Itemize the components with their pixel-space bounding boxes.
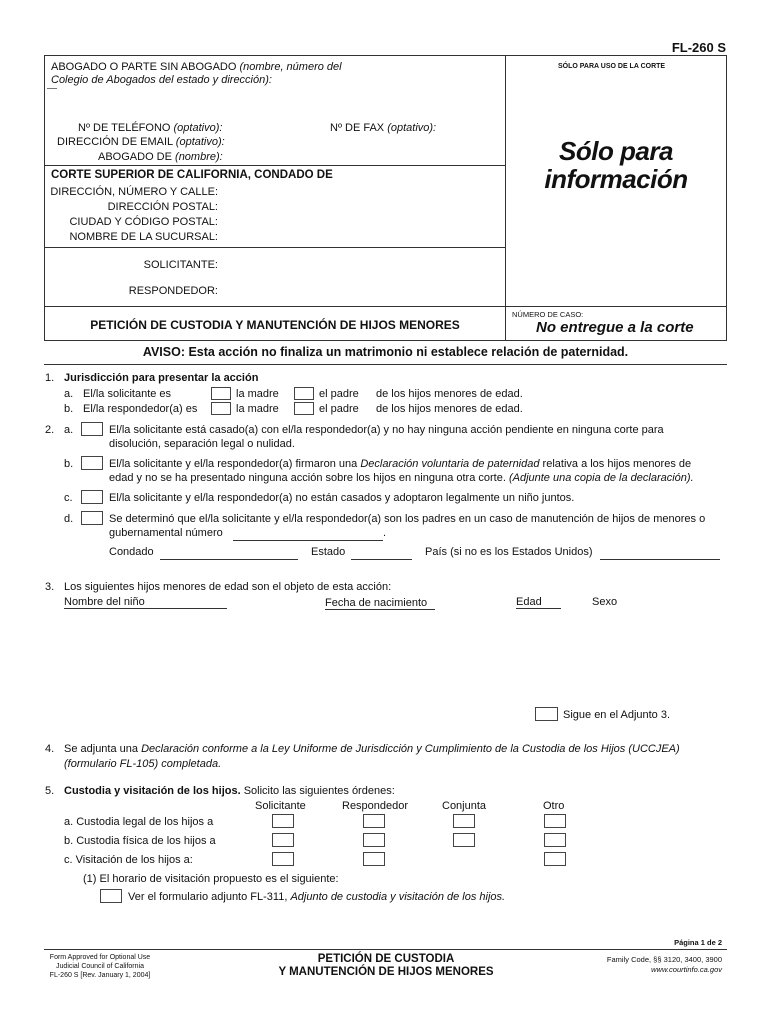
s5-a-petitioner-checkbox[interactable]	[272, 814, 294, 828]
s2-b-line-1-pre: El/la solicitante y el/la respondedor(a) firmaron una	[109, 458, 358, 470]
attorney-note-1: (nombre, número del	[239, 61, 342, 73]
email-opt: (optativo):	[175, 136, 225, 148]
s5-col-respondent: Respondedor	[342, 800, 409, 812]
attorney-for-text: ABOGADO DE	[98, 151, 172, 163]
s2-d-line-1: Se determinó que el/la solicitante y el/la respondedor(a) son los padres en un caso de manutención de hijos de menores o	[109, 513, 706, 525]
s1-b-letter: b.	[64, 403, 74, 415]
s2-state-field[interactable]	[351, 559, 412, 560]
footer-url[interactable]: www.courtinfo.ca.gov	[651, 965, 722, 974]
s2-d-letter: d.	[64, 513, 74, 525]
s5-title: Custodia y visitación de los hijos.	[64, 785, 241, 797]
s1-a-letter: a.	[64, 388, 74, 400]
court-branch-label: NOMBRE DE LA SUCURSAL:	[69, 231, 218, 243]
s2-b-line-2-pre: edad y no se ha presentado ninguna acción sobre los hijos en ninguna otra corte.	[109, 472, 506, 484]
attorney-note-2: Colegio de Abogados del estado y dirección):	[51, 74, 272, 86]
footer-title	[236, 953, 536, 979]
s3-number: 3.	[45, 581, 55, 593]
caption-divider-parties	[44, 247, 506, 248]
s2-country-label: País (si no es los Estados Unidos)	[425, 546, 593, 558]
s5-a-label: a. Custodia legal de los hijos a	[64, 816, 214, 828]
s1-b-father-checkbox[interactable]	[294, 402, 314, 415]
petitioner-label: SOLICITANTE:	[143, 259, 218, 271]
s2-b-line-2-italic: (Adjunte una copia de la declaración).	[508, 472, 694, 484]
s3-intro: Los siguientes hijos menores de edad son el objeto de esta acción:	[64, 581, 392, 593]
phone-label-text: Nº DE TELÉFONO	[78, 122, 171, 134]
s5-b-joint-checkbox[interactable]	[453, 833, 475, 847]
s3-continued-label: Sigue en el Adjunto 3.	[563, 709, 671, 721]
s2-b-line-1-post: relativa a los hijos menores de	[542, 458, 692, 470]
attorney-label-text: ABOGADO O PARTE SIN ABOGADO	[51, 61, 237, 73]
s2-b-line-2	[109, 472, 694, 484]
phone-label	[78, 122, 222, 134]
s2-country-field[interactable]	[600, 559, 720, 560]
footer-council: Judicial Council of California	[56, 963, 144, 970]
s5-see-attachment	[128, 891, 505, 903]
s3-col-name: Nombre del niño	[64, 596, 227, 609]
s2-b-letter: b.	[64, 458, 74, 470]
s1-b-label: El/la respondedor(a) es	[83, 403, 198, 415]
s5-see-pre: Ver el formulario adjunto FL-311,	[128, 891, 288, 903]
s4-italic-1: Declaración conforme a la Ley Uniforme de Jurisdicción y Cumplimiento de la Custodia de los Hijos (UCCJEA)	[141, 743, 680, 755]
court-street-label: DIRECCIÓN, NÚMERO Y CALLE:	[50, 186, 218, 198]
s5-see-italic: Adjunto de custodia y visitación de los hijos.	[290, 891, 506, 903]
s5-col-petitioner: Solicitante	[255, 800, 306, 812]
email-label	[57, 136, 225, 148]
s3-col-dob: Fecha de nacimiento	[325, 597, 435, 610]
page-number: Página 1 de 2	[674, 938, 722, 947]
case-number-label: NÚMERO DE CASO:	[512, 310, 584, 319]
fax-opt: (optativo):	[387, 122, 437, 134]
s3-continued-checkbox[interactable]	[535, 707, 558, 721]
s2-b-checkbox[interactable]	[81, 456, 103, 470]
s5-col-other: Otro	[543, 800, 565, 812]
caption-vertical-divider	[505, 55, 506, 341]
court-city-label: CIUDAD Y CÓDIGO POSTAL:	[69, 216, 218, 228]
s2-d-period: .	[383, 527, 387, 539]
attorney-name-field[interactable]	[47, 88, 57, 89]
s5-a-other-checkbox[interactable]	[544, 814, 566, 828]
s2-a-letter: a.	[64, 424, 74, 436]
s5-b-label: b. Custodia física de los hijos a	[64, 835, 216, 847]
attorney-for-opt: (nombre):	[175, 151, 223, 163]
s2-b-line-1	[109, 458, 691, 470]
s1-title: Jurisdicción para presentar la acción	[64, 372, 259, 384]
s2-a-checkbox[interactable]	[81, 422, 103, 436]
s2-county-field[interactable]	[160, 559, 298, 560]
s5-a-joint-checkbox[interactable]	[453, 814, 475, 828]
s1-a-label: El/la solicitante es	[83, 388, 172, 400]
s5-c-other-checkbox[interactable]	[544, 852, 566, 866]
footer-right-block	[607, 955, 722, 975]
footer-title-1: PETICIÓN DE CUSTODIA	[317, 953, 455, 965]
form-id: FL-260 S	[671, 40, 726, 55]
s1-a-mother-checkbox[interactable]	[211, 387, 231, 400]
s2-number: 2.	[45, 424, 55, 436]
s2-a-line-1: El/la solicitante está casado(a) con el/la respondedor(a) y no hay ninguna acción pendiente en ninguna corte para	[109, 424, 664, 436]
s2-b-line-1-italic: Declaración voluntaria de paternidad	[360, 458, 540, 470]
notice-text: AVISO: Esta acción no finaliza un matrimonio ni establece relación de paternidad.	[142, 345, 629, 359]
caption-box	[44, 55, 727, 341]
s5-number: 5.	[45, 785, 55, 797]
s5-c1-label: (1) El horario de visitación propuesto es el siguiente:	[83, 873, 339, 885]
s5-b-respondent-checkbox[interactable]	[363, 833, 385, 847]
stamp-line-2: información	[544, 164, 688, 194]
s1-a-children: de los hijos menores de edad.	[376, 388, 523, 400]
s4-line-1	[64, 743, 680, 755]
s2-d-checkbox[interactable]	[81, 511, 103, 525]
attorney-for-label	[98, 151, 223, 163]
s1-b-father-label: el padre	[319, 403, 359, 415]
s5-c-label: c. Visitación de los hijos a:	[64, 854, 193, 866]
court-use-label: SÓLO PARA USO DE LA CORTE	[558, 63, 666, 70]
s1-a-father-label: el padre	[319, 388, 359, 400]
fax-label	[330, 122, 436, 134]
s1-b-mother-label: la madre	[236, 403, 279, 415]
s5-c-respondent-checkbox[interactable]	[363, 852, 385, 866]
s5-heading	[64, 785, 395, 797]
s1-a-father-checkbox[interactable]	[294, 387, 314, 400]
s2-a-line-2: disolución, separación legal o nulidad.	[109, 438, 295, 450]
footer-rule	[44, 949, 727, 950]
footer-rev: FL-260 S [Rev. January 1, 2004]	[49, 972, 151, 979]
s4-number: 4.	[45, 743, 55, 755]
s2-c-letter: c.	[64, 492, 73, 504]
footer-title-2: Y MANUTENCIÓN DE HIJOS MENORES	[278, 966, 494, 978]
s3-col-sex: Sexo	[592, 596, 618, 608]
respondent-label: RESPONDEDOR:	[128, 285, 218, 297]
caption-divider-notice	[44, 340, 727, 341]
do-not-file-stamp: No entregue a la corte	[536, 319, 694, 336]
s4-pre: Se adjunta una	[64, 743, 139, 755]
phone-opt: (optativo):	[173, 122, 223, 134]
caption-divider-title	[44, 306, 727, 307]
s2-d-case-number-field[interactable]	[233, 540, 383, 541]
s3-col-age: Edad	[516, 596, 561, 609]
s5-col-joint: Conjunta	[442, 800, 487, 812]
s1-number: 1.	[45, 372, 55, 384]
s1-b-children: de los hijos menores de edad.	[376, 403, 523, 415]
footer-approved: Form Approved for Optional Use	[49, 954, 151, 961]
petition-title: PETICIÓN DE CUSTODIA Y MANUTENCIÓN DE HIJOS MENORES	[90, 318, 460, 332]
footer-code: Family Code, §§ 3120, 3400, 3900	[606, 955, 722, 964]
court-mailing-label: DIRECCIÓN POSTAL:	[107, 201, 218, 213]
s5-c1-attachment-checkbox[interactable]	[100, 889, 122, 903]
s2-state-label: Estado	[311, 546, 346, 558]
s2-c-line: El/la solicitante y el/la respondedor(a) no están casados y adoptaron legalmente un niño juntos.	[109, 492, 575, 504]
footer-left-block	[44, 953, 156, 980]
s4-line-2: (formulario FL-105) completada.	[64, 758, 222, 770]
attorney-label	[51, 61, 342, 73]
s5-c-petitioner-checkbox[interactable]	[272, 852, 294, 866]
court-title: CORTE SUPERIOR DE CALIFORNIA, CONDADO DE	[51, 169, 333, 181]
information-only-stamp	[505, 137, 727, 193]
s2-d-line-2: gubernamental número	[109, 527, 223, 539]
s1-a-mother-label: la madre	[236, 388, 279, 400]
s5-a-respondent-checkbox[interactable]	[363, 814, 385, 828]
caption-divider-court	[44, 165, 506, 166]
s2-county-label: Condado	[109, 546, 154, 558]
stamp-line-1: Sólo para	[559, 136, 673, 166]
s5-b-other-checkbox[interactable]	[544, 833, 566, 847]
fax-label-text: Nº DE FAX	[330, 122, 385, 134]
notice-bottom-border	[44, 364, 727, 365]
s1-b-mother-checkbox[interactable]	[211, 402, 231, 415]
email-label-text: DIRECCIÓN DE EMAIL	[57, 136, 173, 148]
s5-intro: Solicito las siguientes órdenes:	[243, 785, 395, 797]
s5-b-petitioner-checkbox[interactable]	[272, 833, 294, 847]
s2-c-checkbox[interactable]	[81, 490, 103, 504]
